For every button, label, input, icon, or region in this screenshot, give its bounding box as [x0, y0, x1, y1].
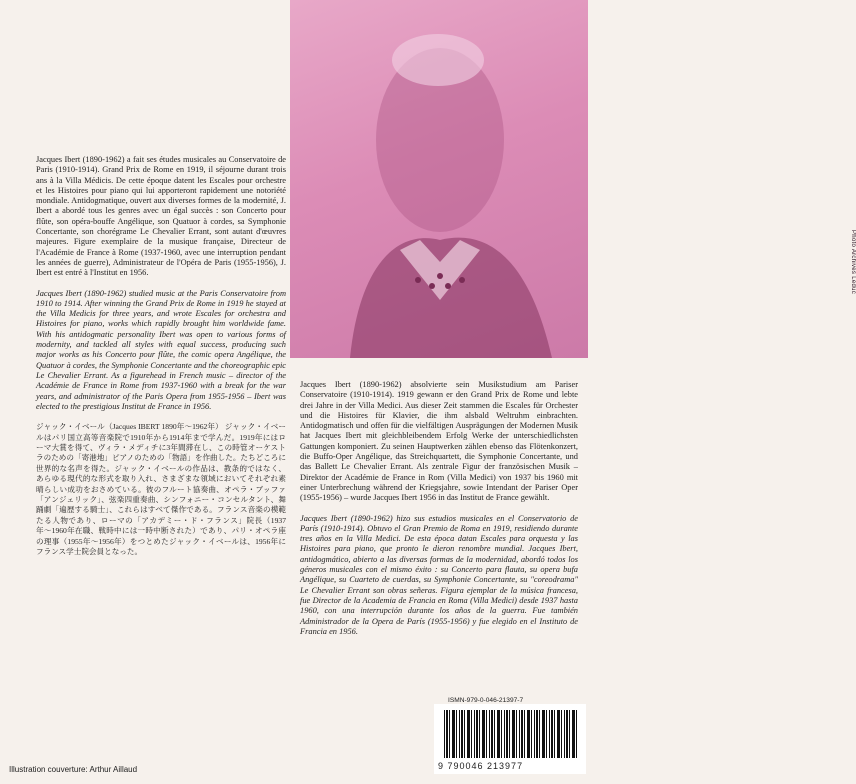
french-column	[36, 155, 286, 567]
portrait-photo	[290, 0, 856, 358]
photo-credit: Photo Archives Leduc	[850, 230, 856, 295]
german-paragraph: Jacques Ibert (1890-1962) absolvierte sein Musikstudium am Pariser Conservatoire (1910-1914). 1919 gewann er den Grand Prix de Rome und lebte drei Jahre in der Villa Medici. Aus dieser Zeit stammen die Escales für Orchester und die Histoires für Klavier, die ihm alsbald Weltruhm einbrachten. Antidogmatisch und offen für die vielfältigen Ausprägungen der Modernen Musik hat Jacques Ibert mit gleichbleibendem Erfolg Werke der unterschiedlichsten Gattungen komponiert. Zu seinen Hauptwerken zählen ebenso das Flötenkonzert, die Buffo-Oper Angélique, das Streichquartett, die Symphonie Concertante, und das Ballett Le Chevalier Errant. Als zentrale Figur der französischen Musik – Direktor der Académie de France in Rom (Villa Medici) von 1937 bis 1960 mit einer Unterbrechung während der Kriegsjahre, sowie Intendant der Pariser Oper (1955-1956) – wurde Jacques Ibert 1956 in das Institut de France gewählt.	[300, 380, 578, 503]
french-paragraph: Jacques Ibert (1890-1962) a fait ses études musicales au Conservatoire de Paris (1910-1914). Grand Prix de Rome en 1919, il séjourne durant trois ans à la Villa Médicis. De cette époque datent les Escales pour orchestre et les Histoires pour piano qui lui apporteront rapidement une notoriété mondiale. Antidogmatique, ouvert aux diverses formes de la modernité, J. Ibert a abordé tous les genres avec un égal succès : son Concerto pour flûte, son opéra-bouffe Angélique, son Quatuor à cordes, sa Symphonie Concertante, son chorégrame Le Chevalier Errant, sont autant d'œuvres majeures. Figure exemplaire de la musique française, Directeur de l'Académie de France à Rome (1937-1960, avec une interruption pendant les années de guerre), Administrateur de l'Opéra de Paris (1955-1956), J. Ibert est entré à l'Institut en 1956.	[36, 155, 286, 278]
barcode-digits: 9 790046 213977	[438, 761, 524, 771]
right-column	[300, 380, 578, 647]
english-paragraph: Jacques Ibert (1890-1962) studied music at the Paris Conservatoire from 1910 to 1914. After winning the Grand Prix de Rome in 1919 he stayed at the Villa Medicis for three years, and wrote Escales for orchestra and Histoires for piano, works which rapidly brought him worldwide fame. With his antidogmatic personality Ibert was open to various forms of modernity, and tackled all styles with equal success, producing such major works as his Concerto pour flûte, the comic opera Angélique, the Quatuor à cordes, the Symphonie Concertante and the choreographic epic Le Chevalier Errant. As a figurehead in French music – director of the Académie de France in Rome from 1937-1960 with a break for the war years, and administrator of the Paris Opera from 1955-1956 – Ibert was elected to the prestigious Institut de France in 1956.	[36, 288, 286, 411]
barcode	[434, 704, 586, 774]
japanese-paragraph: ジャック・イベール（Jacques IBERT 1890年〜1962年） ジャック・イベールはパリ国立高等音楽院で1910年から1914年まで学んだ。1919年にはローマ大賞を得て、ヴィラ・メディチに3年間滞在し、この時管オーケストラのための「寄港地」ピアノのための「物語」を作曲した。たちどころに世界的な名声を得た。ジャック・イベールの作品は、教条的ではなく、あらゆる現代的な形式を取り入れ、さまざまな領域においてそれぞれ素晴らしい成功をおさめている。彼のフルート協奏曲、オペラ・ブッファ「アンジェリック」、弦楽四重奏曲、シンフォニー・コンセルタント、舞踊劇「遍歴する騎士」、これらはすべて傑作である。フランス音楽の模範たる人物であり、ローマの「アカデミー・ド・フランス」院長（1937年〜1960年在職、戦時中には一時中断された）であり、パリ・オペラ座の理事（1955年〜1956年）をつとめたジャック・イベールは、1956年にフランス学士院会員となった。	[36, 422, 286, 556]
spanish-paragraph: Jacques Ibert (1890-1962) hizo sus estudios musicales en el Conservatorio de París (1910-1914). Obtuvo el Gran Premio de Roma en 1919, residiendo durante tres años en la Villa Medici. De esta época datan Escales para orquesta y las Histoires para piano, que pronto le dieron renombre mundial. Jacques Ibert, antidogmático, abierto a las diversas formas de la modernidad, abordó todos los géneros musicales con el mismo éxito : su Concerto para flauta, su opera bufa Angélique, su Cuarteto de cuerdas, su Symphonie Concertante, su "coreodrama" Le Chevalier Errant son obras señeras. Figura ejemplar de la música francesa, fue Director de la Academia de Francia en Roma (Villa Medici) desde 1937 hasta 1960, con una interrupción durante los años de la guerra. Fue también Administrador de la Opera de París (1955-1956) y fue elegido en el Instituto de Francia en 1956.	[300, 513, 578, 636]
barcode-bars	[444, 710, 578, 758]
isbn-text: ISMN-979-0-046-21397-7	[448, 697, 524, 704]
portrait-illustration	[290, 0, 588, 358]
illustration-credit: Illustration couverture: Arthur Aillaud	[9, 765, 138, 774]
